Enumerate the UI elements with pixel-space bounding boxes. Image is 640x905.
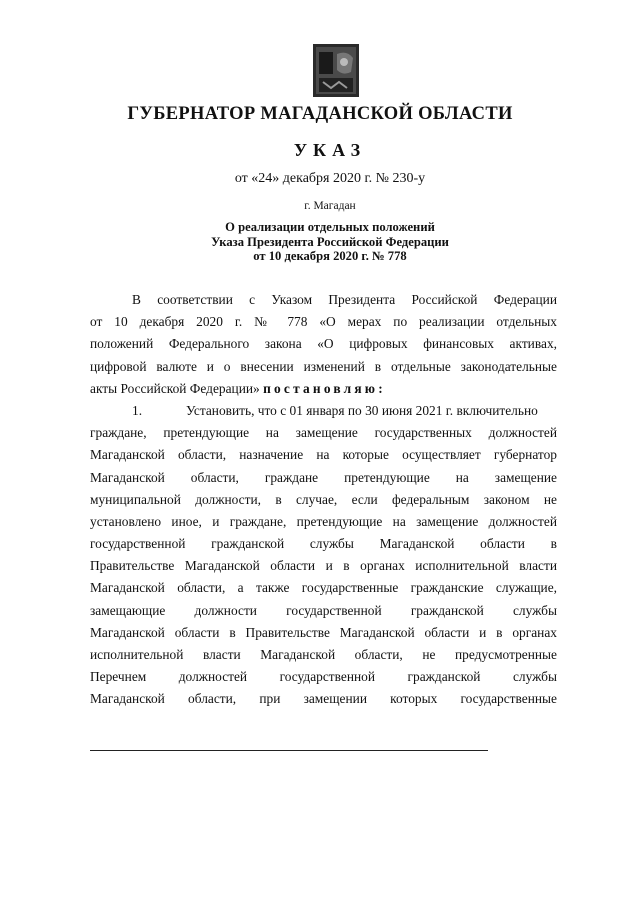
document-subject (0, 220, 640, 264)
body-line: Магаданской области, при замещении которых государственные (90, 691, 557, 707)
body-line: Правительстве Магаданской области и в органах исполнительной власти (90, 558, 557, 574)
body-line (90, 378, 557, 400)
body-line: граждане, претендующие на замещение государственных должностей (90, 425, 557, 441)
body-text: акты Российской Федерации» (90, 380, 260, 396)
decree-keyword: постановляю: (263, 380, 386, 396)
body-line: цифровой валюте и о внесении изменений в отдельные законодательные (90, 358, 557, 374)
document-date-number: от «24» декабря 2020 г. № 230-у (234, 171, 426, 186)
footnote-divider (90, 750, 488, 751)
body-line: Магаданской области в Правительстве Магаданской области и в органах (90, 624, 557, 640)
subject-line: О реализации отдельных положений (225, 220, 435, 234)
body-line: Магаданской области, а также государственные гражданские служащие, (90, 580, 557, 596)
body-line: положений Федерального закона «О цифровых финансовых активах, (90, 336, 557, 352)
subject-line: Указа Президента Российской Федерации (211, 234, 449, 249)
body-line: исполнительной власти Магаданской области, не предусмотренные (90, 647, 557, 662)
body-line: Магаданской области, граждане претендующие на замещение (90, 469, 557, 485)
body-line: замещающие должности государственной гражданской службы (90, 602, 557, 618)
body-line: Магаданской области, назначение на которые осуществляет губернатор (90, 447, 557, 463)
body-line: государственной гражданской службы Магаданской области в (90, 536, 557, 552)
body-line: от 10 декабря 2020 г. № 778 «О мерах по реализации отдельных (90, 314, 557, 330)
document-city: г. Магадан (304, 200, 356, 212)
body-text: Установить, что с 01 января по 30 июня 2021 г. включительно (186, 402, 538, 418)
coat-of-arms-icon (313, 44, 359, 97)
body-line: муниципальной должности, в случае, если федеральным законом не (90, 491, 557, 507)
document-type: УКАЗ (293, 140, 367, 160)
authority-title: ГУБЕРНАТОР МАГАДАНСКОЙ ОБЛАСТИ (127, 104, 513, 124)
subject-line: от 10 декабря 2020 г. № 778 (253, 249, 407, 263)
body-line: установлено иное, и граждане, претендующие на замещение должностей (90, 513, 557, 529)
body-line: Перечнем должностей государственной гражданской службы (90, 669, 557, 685)
body-line (90, 400, 557, 422)
body-line: В соответствии с Указом Президента Российской Федерации (132, 292, 557, 307)
item-number: 1. (132, 402, 143, 418)
document-body (90, 289, 557, 711)
